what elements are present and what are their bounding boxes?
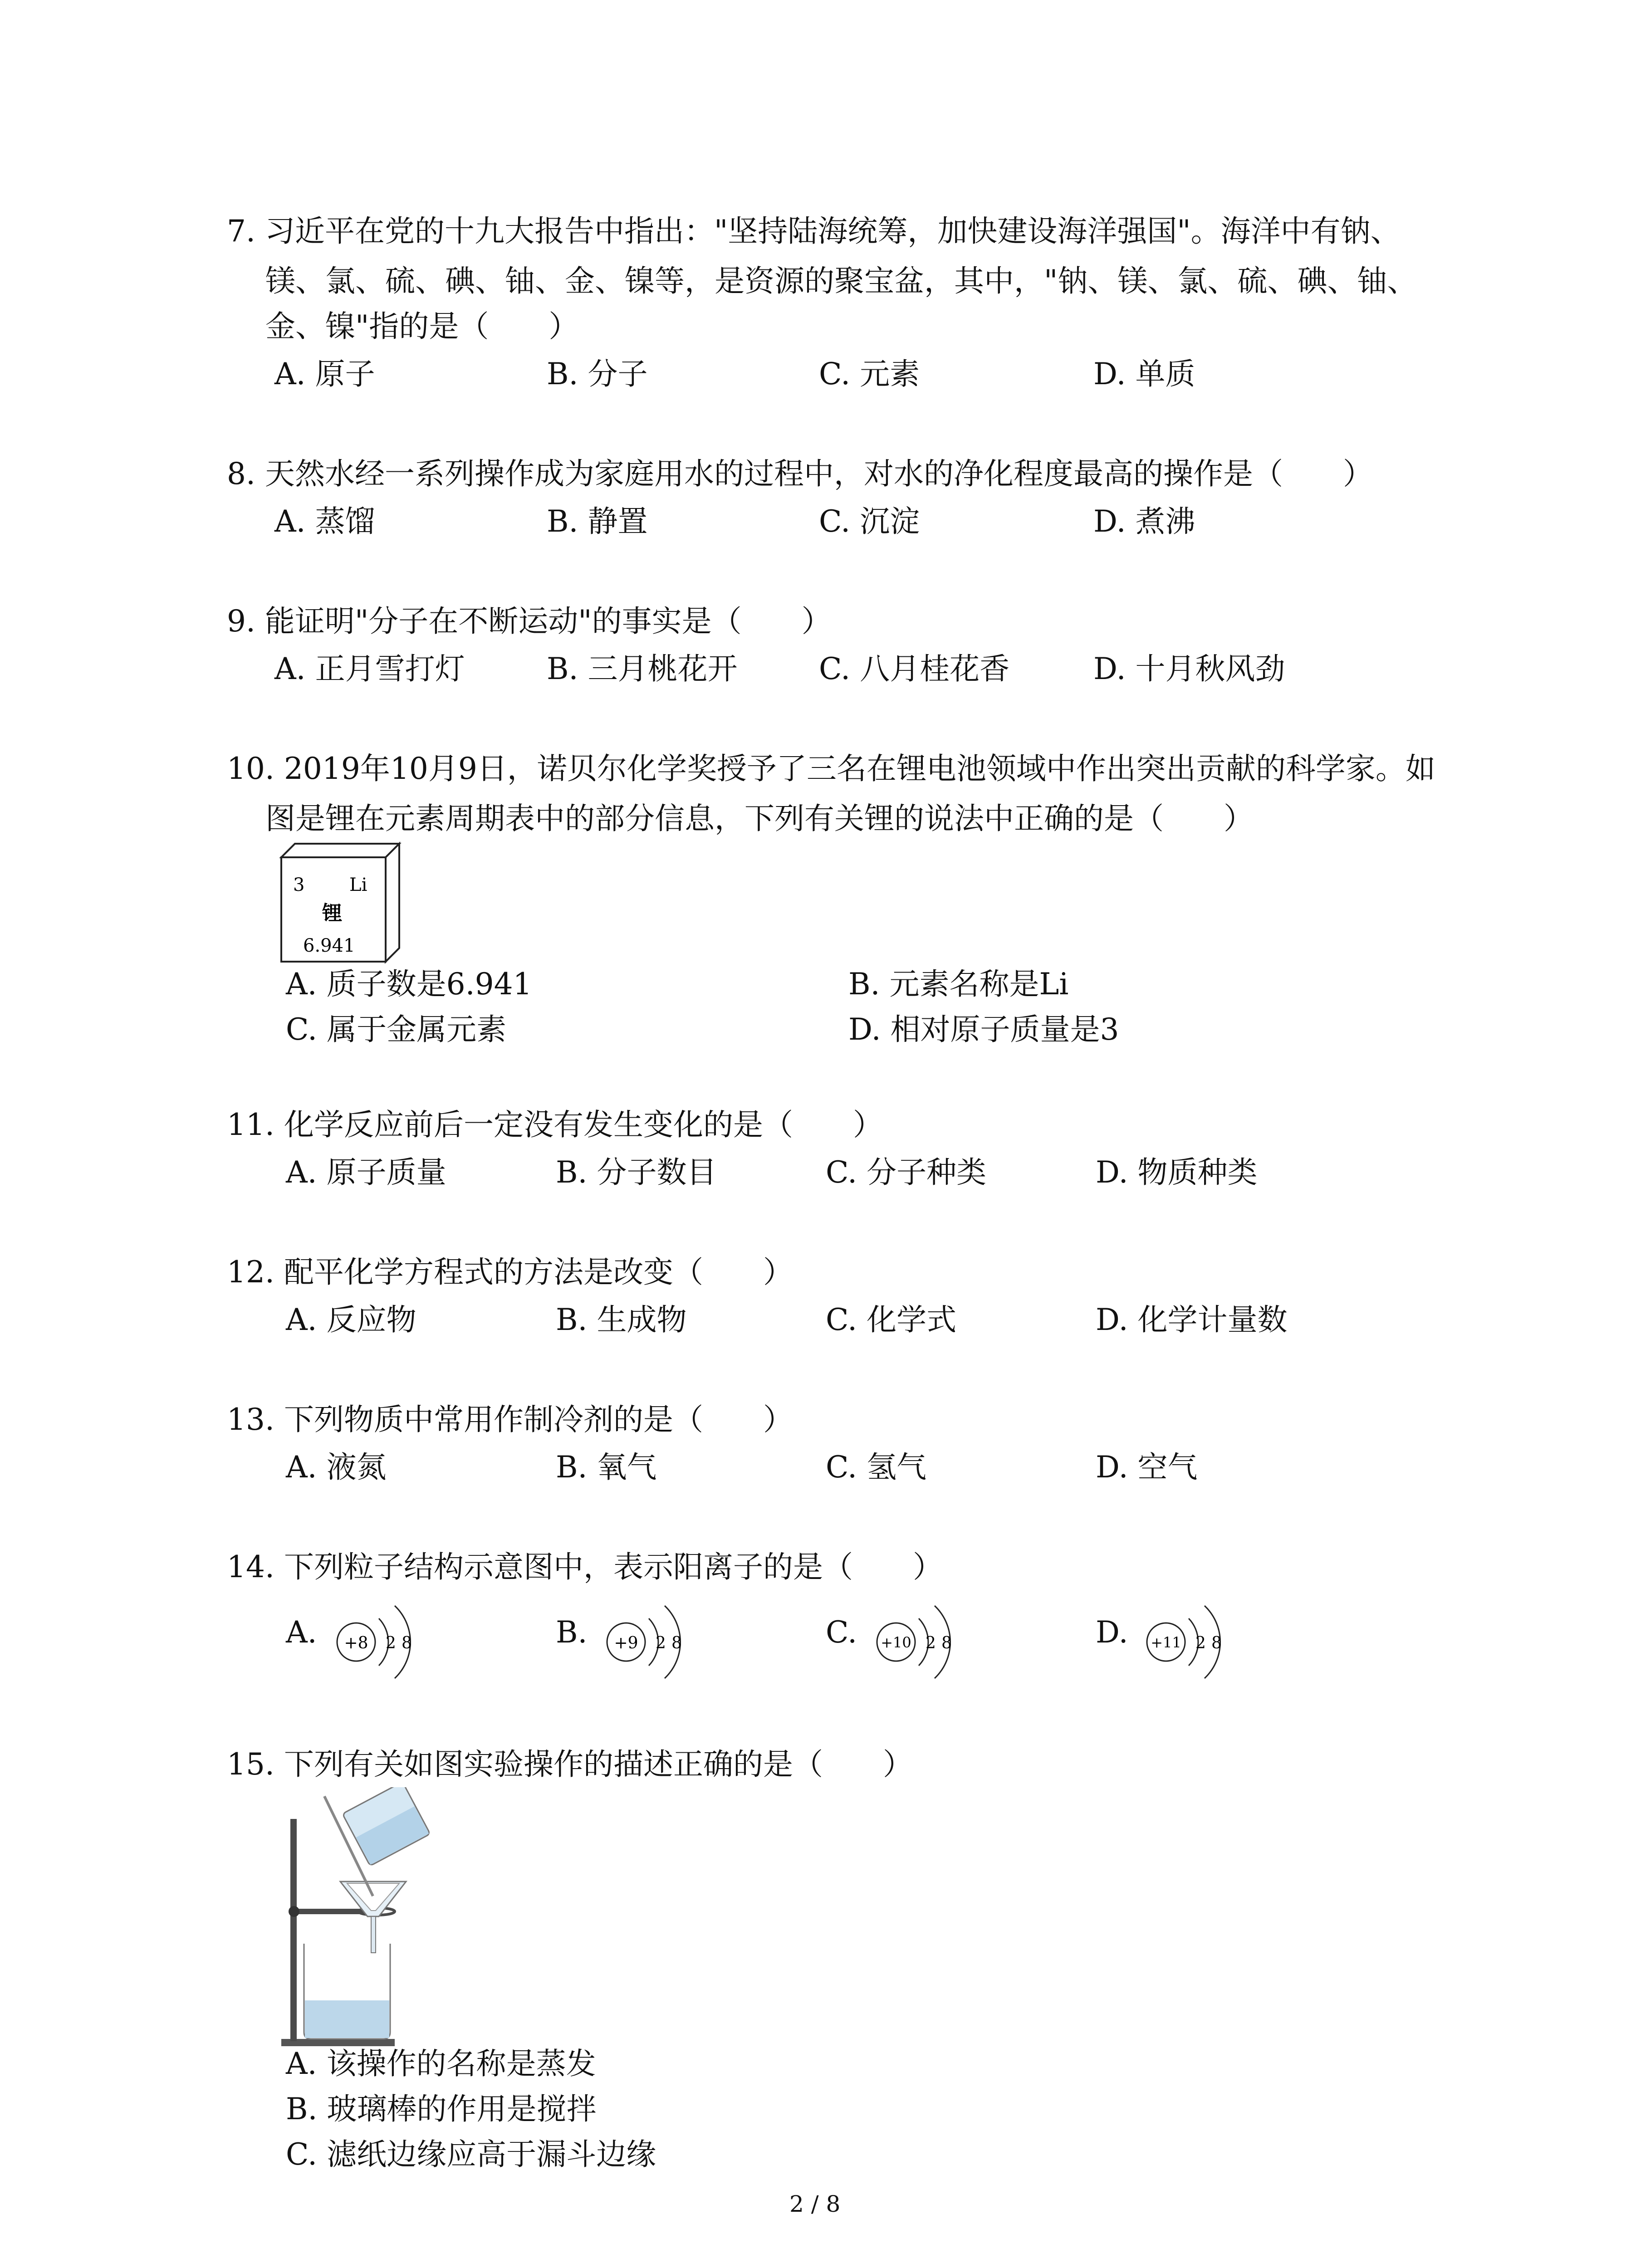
atom-d-label: D. — [1096, 1615, 1128, 1650]
option-d: D. 十月秋风劲 — [1093, 651, 1285, 686]
page-number: 2 / 8 — [789, 2191, 841, 2217]
shell-2-electrons: 8 — [1211, 1634, 1222, 1652]
nucleus-charge: +8 — [344, 1634, 368, 1652]
question-8-line-1: 8. 天然水经一系列操作成为家庭用水的过程中，对水的净化程度最高的操作是（ ） — [227, 456, 1373, 491]
option-c: C. 属于金属元素 — [286, 1012, 507, 1047]
atom-a-label: A. — [286, 1615, 317, 1650]
question-7-line-2: 镁、氯、硫、碘、铀、金、镍等，是资源的聚宝盆，其中，"钠、镁、氯、硫、碘、铀、 — [265, 264, 1417, 298]
atom-diagram-d — [1136, 1592, 1241, 1692]
option-c: C. 八月桂花香 — [819, 651, 1010, 686]
option-c: C. 滤纸边缘应高于漏斗边缘 — [286, 2137, 656, 2172]
option-a: A. 液氮 — [286, 1450, 387, 1485]
atomic-number: 3 — [293, 875, 305, 895]
option-a: A. 蒸馏 — [274, 504, 375, 539]
shell-2-electrons: 8 — [402, 1634, 412, 1652]
question-14-line-1: 14. 下列粒子结构示意图中，表示阳离子的是（ ） — [227, 1549, 943, 1584]
option-c: C. 分子种类 — [826, 1155, 987, 1190]
option-d: D. 相对原子质量是3 — [848, 1012, 1119, 1047]
atom-diagram-c — [867, 1592, 971, 1692]
option-a: A. 质子数是6.941 — [286, 967, 532, 1002]
atom-c-label: C. — [826, 1615, 857, 1650]
option-a: A. 正月雪打灯 — [274, 651, 465, 686]
shell-1-electrons: 2 — [926, 1634, 936, 1652]
option-d: D. 物质种类 — [1096, 1155, 1258, 1190]
shell-2-electrons: 8 — [671, 1634, 682, 1652]
nucleus-charge: +10 — [881, 1634, 911, 1651]
option-b: B. 静置 — [547, 504, 648, 539]
element-card — [277, 839, 408, 966]
question-7-line-1: 7. 习近平在党的十九大报告中指出："坚持陆海统筹，加快建设海洋强国"。海洋中有钠、 — [227, 214, 1401, 249]
shell-1-electrons: 2 — [1195, 1634, 1206, 1652]
option-a: A. 原子 — [274, 357, 375, 391]
atomic-mass: 6.941 — [303, 935, 355, 956]
option-a: A. 原子质量 — [286, 1155, 446, 1190]
option-a: A. 该操作的名称是蒸发 — [286, 2046, 596, 2081]
shell-1-electrons: 2 — [386, 1634, 396, 1652]
option-c: C. 元素 — [819, 357, 920, 391]
question-10-line-2: 图是锂在元素周期表中的部分信息，下列有关锂的说法中正确的是（ ） — [265, 801, 1254, 836]
option-b: B. 三月桃花开 — [547, 651, 738, 686]
option-c: C. 氢气 — [826, 1450, 927, 1485]
question-12-line-1: 12. 配平化学方程式的方法是改变（ ） — [227, 1255, 793, 1290]
filtration-apparatus-illustration — [272, 1787, 463, 2050]
question-13-line-1: 13. 下列物质中常用作制冷剂的是（ ） — [227, 1402, 793, 1437]
atom-diagram-b — [597, 1592, 701, 1692]
option-b: B. 分子数目 — [556, 1155, 717, 1190]
option-b: B. 氧气 — [556, 1450, 657, 1485]
question-15-line-1: 15. 下列有关如图实验操作的描述正确的是（ ） — [227, 1747, 913, 1782]
question-10-line-1: 10. 2019年10月9日，诺贝尔化学奖授予了三名在锂电池领域中作出突出贡献的科学家。如 — [227, 751, 1435, 786]
shell-1-electrons: 2 — [656, 1634, 666, 1652]
option-d: D. 化学计量数 — [1096, 1302, 1288, 1337]
option-b: B. 分子 — [547, 357, 648, 391]
nucleus-charge: +9 — [614, 1634, 638, 1652]
option-a: A. 反应物 — [286, 1302, 416, 1337]
atom-diagram-a — [327, 1592, 431, 1692]
option-c: C. 沉淀 — [819, 504, 920, 539]
option-d: D. 单质 — [1093, 357, 1195, 391]
option-d: D. 煮沸 — [1093, 504, 1195, 539]
option-b: B. 元素名称是Li — [848, 967, 1069, 1002]
question-7-line-3: 金、镍"指的是（ ） — [265, 309, 579, 344]
option-b: B. 玻璃棒的作用是搅拌 — [286, 2092, 597, 2126]
element-name: 锂 — [322, 902, 342, 925]
shell-2-electrons: 8 — [941, 1634, 952, 1652]
question-9-line-1: 9. 能证明"分子在不断运动"的事实是（ ） — [227, 604, 832, 639]
option-d: D. 空气 — [1096, 1450, 1198, 1485]
nucleus-charge: +11 — [1151, 1634, 1181, 1651]
option-c: C. 化学式 — [826, 1302, 957, 1337]
element-symbol: Li — [349, 875, 367, 895]
atom-b-label: B. — [556, 1615, 588, 1650]
question-11-line-1: 11. 化学反应前后一定没有发生变化的是（ ） — [227, 1107, 883, 1142]
option-b: B. 生成物 — [556, 1302, 687, 1337]
